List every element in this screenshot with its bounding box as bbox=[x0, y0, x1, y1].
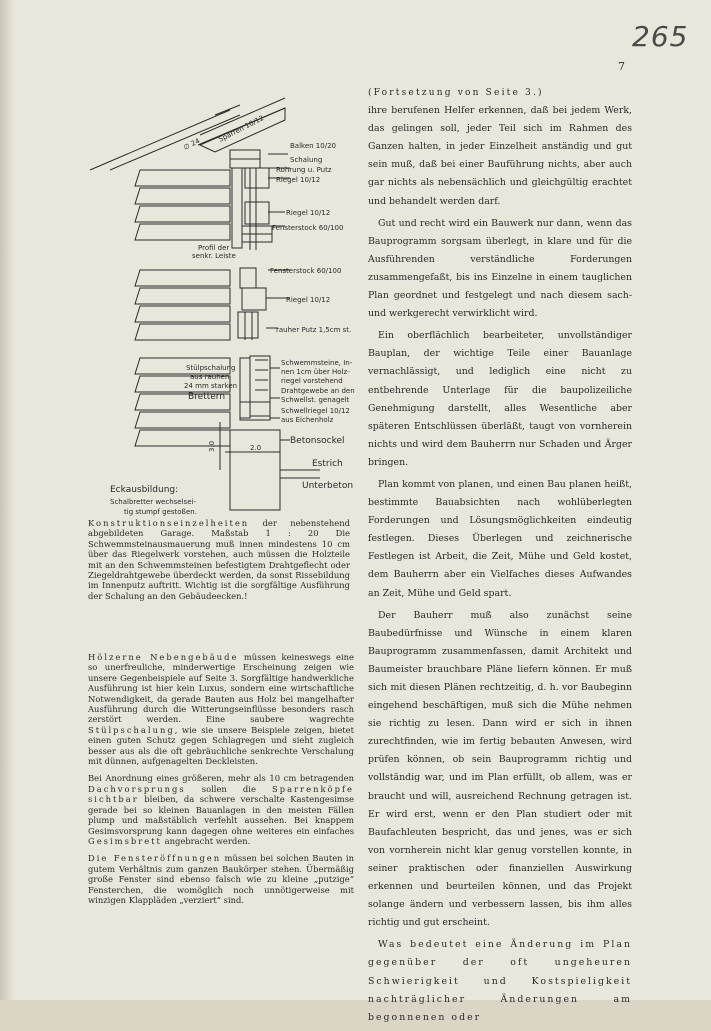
left-p1-lead: Hölzerne Nebengebäude bbox=[88, 652, 239, 662]
right-paragraph-1: ihre berufenen Helfer erkennen, daß bei jedem Werk, das gelingen soll, jeder Teil sich im Rahmen des Ganzen halten, in jeder Einzelheit anständig und gut sein muß, daß bei einer Bauführung nichts, aber auch gar nichts als nebensächlich und gleichgültig erachtet und behandelt werden darf. bbox=[368, 105, 632, 207]
left-p2-lead3: Sparrenköpfe sichtbar bbox=[88, 783, 354, 805]
handwritten-page-number: 265 bbox=[632, 20, 689, 53]
label-dim-2: 2.0 bbox=[250, 444, 262, 452]
left-column bbox=[88, 652, 354, 912]
continuation-note: (Fortsetzung von Seite 3.) bbox=[368, 88, 544, 98]
label-balken: Balken 10/20 bbox=[290, 142, 336, 150]
label-draht-2: Schwellst. genagelt bbox=[281, 396, 350, 404]
label-betonsockel: Betonsockel bbox=[290, 436, 345, 446]
label-stuelp-4: Brettern bbox=[188, 392, 226, 402]
label-putz: rauher Putz 1,5cm st. bbox=[276, 326, 352, 334]
label-fensterstock-1: Fensterstock 60/100 bbox=[272, 224, 344, 232]
left-paragraph-3 bbox=[88, 853, 354, 905]
left-p3-lead: Die Fensteröffnungen bbox=[88, 853, 222, 864]
label-profil: Profil der bbox=[198, 244, 230, 252]
right-paragraph-5: Der Bauherr muß also zunächst seine Baubedürfnisse und Wünsche in einem klaren Bauprogramm zusammenfassen, damit Architekt und Baumeister brauchbare Pläne liefern können. Er muß sich mit diesen Plänen rechtzeitig, d. h. vor Baubeginn eingehend beschäftigen, muß sich die Mühe nehmen sie richtig zu lesen. Dann wird er sich in ihnen zurechtfinden, wie im fertig bebauten Anwesen, wird prüfen können, ob sein Bauprogramm richtig und vollständig war, und im Plan erfüllt, ob allem, was er braucht und will, ausreichend Rechnung getragen ist. Er wird erst, wenn er den Plan studiert oder mit Baufachleuten bespricht, das und jenes, was er sich von vornherein nicht klar genug vorstellen konnte, in seiner praktischen oder finanziellen Auswirkung erkennen und beurteilen können, und das Projekt solange ändern und verbessern lassen, bis ihm alles richtig und gut erscheint. bbox=[368, 609, 632, 929]
left-p2-lead4: Gesimsbrett bbox=[88, 835, 162, 846]
label-riegel-2: Riegel 10/12 bbox=[286, 209, 331, 217]
right-column bbox=[368, 84, 632, 1031]
page-folio: 7 bbox=[618, 60, 625, 73]
label-stuelp-1: Stülpschalung bbox=[186, 364, 236, 372]
label-riegel-3: Riegel 10/12 bbox=[286, 296, 331, 304]
left-p1-text: müssen keineswegs eine so unerfreuliche, minderwertige Erscheinung zeigen wie unsere Gegenbeispiele auf Seite 3. Sorgfältige handwerkliche Ausführung ist hier kein Luxus, sondern eine wirtschaftliche Notwendigkeit, da gerade Bauten aus Holz bei mangelhafter Ausführung durch die Witterungseinflüsse besonders rasch zerstört werden. Eine saubere wagrechte bbox=[88, 652, 354, 725]
left-paragraph-2 bbox=[88, 773, 354, 846]
label-estrich: Estrich bbox=[312, 459, 343, 469]
label-stuelp-2: aus rauhen bbox=[190, 373, 230, 381]
right-paragraph-4: Plan kommt von planen, und einen Bau planen heißt, bestimmte Bauabsichten nach wohlüberlegten Forderungen und Lösungsmöglichkeiten eindeutig festlegen. Dieses Überlegen und zeichnerische Festlegen ist Arbeit, die Zeit, Mühe und Geld kostet, dem Bauherrn aber ein Vielfaches dieses Aufwandes an Zeit, Mühe und Geld spart. bbox=[368, 478, 632, 599]
left-p3-text: müssen bei solchen Bauten in gutem Verhältnis zum ganzen Baukörper stehen. Übermäßig große Fenster sind ebenso falsch wie zu kleine „putzige“ Fensterchen, die womöglich noch unnötigerweise mit winzigen Klappläden „verziert“ sind. bbox=[88, 853, 354, 905]
label-riegel-1: Riegel 10/12 bbox=[276, 176, 321, 184]
label-eck-title: Eckausbildung: bbox=[110, 485, 179, 495]
label-sparren: Sparren 10/12 bbox=[217, 114, 266, 144]
right-paragraph-3: Ein oberflächlich bearbeiteter, unvollständiger Bauplan, der wichtige Teile einer Bauanlage vernachlässigt, und lediglich eine nicht zu entbehrende Unterlage für die baupolizeiliche Genehmigung darstellt, alles Wesentliche aber späteren Entschlüssen überläßt, taugt von vornherein nichts und wird dem Bauherrn nur Schaden und Ärger bringen. bbox=[368, 330, 632, 468]
label-schwell-2: aus Eichenholz bbox=[281, 416, 334, 424]
right-paragraph-6: Was bedeutet eine Änderung im Plan gegenüber der oft ungeheuren Schwierigkeit und Kostspieligkeit nachträglicher Änderungen am begonnenen oder bbox=[368, 939, 632, 1023]
label-schwell-1: Schwellriegel 10/12 bbox=[281, 407, 350, 415]
drawing-caption bbox=[88, 518, 350, 601]
label-d-mark: ∅ 24 bbox=[182, 136, 202, 152]
left-p1-text2: , wie sie unsere Beispiele zeigen, bietet einen guten Schutz gegen Schlagregen und sieht zugleich besser aus als die oft gebräuchliche senkrechte Verschalung mit dünnen, aufgenagelten Deckleisten. bbox=[88, 724, 354, 767]
label-draht-1: Drahtgewebe an den bbox=[281, 387, 355, 395]
label-stuelp-3: 24 mm starken bbox=[184, 382, 238, 390]
label-eck-text-2: tig stumpf gestoßen. bbox=[124, 508, 197, 516]
left-paragraph-1 bbox=[88, 652, 354, 766]
left-p2-text3: bleiben, da schwere verschalte Kastengesimse gerade bei so kleinen Bauanlagen in den meisten Fällen plump und maßstäblich verfehlt aussehen. Bei knappem Gesimsvorsprung kann dagegen ohne weiteres ein einfaches bbox=[88, 794, 354, 836]
label-dim-1: 3.0 bbox=[208, 440, 216, 452]
left-p2-text4: angebracht werden. bbox=[161, 835, 251, 846]
caption-text: der nebenstehend abgebildeten Garage. Maßstab 1 : 20 Die Schwemmsteinausmauerung muß innen mindestens 10 cm über das Riegelwerk vorstehen, auch müssen die Holzteile mit an den Schwemmsteinen befestigtem Drahtgeflecht oder Ziegeldrahtgewebe überdeckt werden, da sonst Rissebildung im Innenputz auftritt. Wichtig ist die sorgfältige Ausführung der Schalung an den Gebäudeecken.! bbox=[88, 518, 350, 601]
label-schalung: Schalung bbox=[290, 156, 323, 164]
label-eck-text-1: Schalbretter wechselsei- bbox=[110, 498, 196, 506]
label-fensterstock-2: Fensterstock 60/100 bbox=[270, 267, 342, 275]
label-unterbeton: Unterbeton bbox=[302, 481, 354, 491]
left-p1-lead2: Stülpschalung bbox=[88, 724, 175, 735]
caption-lead: Konstruktionseinzelheiten bbox=[88, 518, 250, 528]
construction-detail-drawing bbox=[80, 90, 370, 520]
left-p2-lead2: Dachvorsprungs bbox=[88, 783, 186, 794]
label-schwemm-3: riegel vorstehend bbox=[281, 377, 343, 385]
drawing-svg bbox=[80, 90, 370, 520]
label-profil-2: senkr. Leiste bbox=[192, 252, 236, 260]
label-rohrung: Rohrung u. Putz bbox=[276, 166, 332, 174]
right-paragraph-2: Gut und recht wird ein Bauwerk nur dann, wenn das Bauprogramm sorgsam überlegt, in klare und für die Ausführenden verständliche Forderungen zusammengefaßt, bis ins Einzelne in einem tauglichen Plan geordnet und festgelegt und nach diesem sach- und werkgerecht verwirklicht wird. bbox=[368, 217, 632, 320]
left-p2-text2: sollen die bbox=[185, 783, 273, 794]
left-p2-text: Bei Anordnung eines größeren, mehr als 10 cm betragenden bbox=[88, 773, 354, 784]
label-schwemm-2: nen 1cm über Holz- bbox=[281, 368, 350, 376]
label-schwemm-1: Schwemmsteine, In- bbox=[281, 359, 353, 367]
